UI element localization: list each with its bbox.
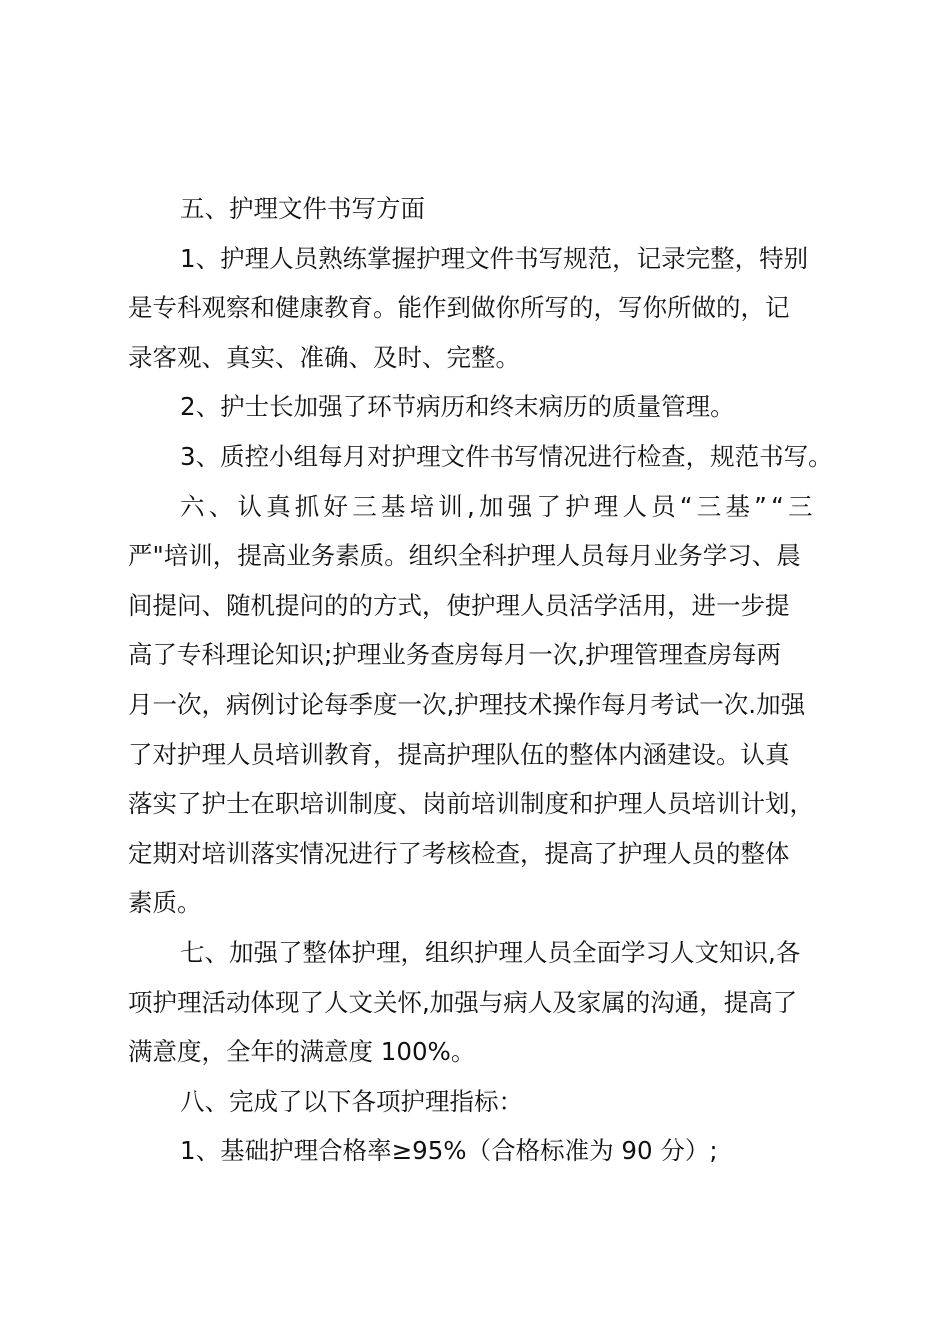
text-line: 七、加强了整体护理，组织护理人员全面学习人文知识,各 — [180, 937, 801, 967]
text-line: 2、护士长加强了环节病历和终末病历的质量管理。 — [180, 392, 735, 422]
paragraph-five-3 — [128, 432, 838, 482]
section-heading-eight — [128, 1077, 838, 1127]
text-line: 1、护理人员熟练掌握护理文件书写规范，记录完整，特别 — [180, 243, 809, 273]
text-line: 高了专科理论知识;护理业务查房每月一次,护理管理查房每两 — [128, 640, 782, 670]
text-line: 月一次，病例讨论每季度一次,护理技术操作每月考试一次.加强 — [128, 689, 806, 719]
text-line: 3、质控小组每月对护理文件书写情况进行检查，规范书写。 — [180, 441, 833, 471]
text-line: 落实了护士在职培训制度、岗前培训制度和护理人员培训计划， — [128, 789, 814, 819]
text-line: 定期对培训落实情况进行了考核检查，提高了护理人员的整体 — [128, 838, 790, 868]
text-line: 六、认真抓好三基培训,加强了护理人员“三基”“三 — [180, 491, 817, 521]
text-line: 是专科观察和健康教育。能作到做你所写的，写你所做的，记 — [128, 293, 790, 323]
document-body — [128, 184, 838, 1176]
text-line: 五、护理文件书写方面 — [180, 194, 425, 223]
text-line: 严"培训，提高业务素质。组织全科护理人员每月业务学习、晨 — [128, 541, 801, 571]
text-line: 项护理活动体现了人文关怀,加强与病人及家属的沟通，提高了 — [128, 987, 798, 1017]
text-line: 满意度，全年的满意度 100%。 — [128, 1037, 476, 1067]
section-heading-five — [128, 184, 838, 234]
paragraph-eight-1 — [128, 1126, 838, 1176]
paragraph-five-2 — [128, 382, 838, 432]
text-line: 1、基础护理合格率≥95%（合格标准为 90 分）; — [180, 1136, 718, 1166]
paragraph-six — [128, 482, 838, 928]
paragraph-seven — [128, 928, 838, 1077]
paragraph-five-1 — [128, 234, 838, 383]
text-line: 录客观、真实、准确、及时、完整。 — [128, 342, 520, 372]
text-line: 八、完成了以下各项护理指标： — [180, 1086, 523, 1116]
text-line: 了对护理人员培训教育，提高护理队伍的整体内涵建设。认真 — [128, 739, 790, 769]
text-line: 间提问、随机提问的的方式，使护理人员活学活用，进一步提 — [128, 590, 790, 620]
text-line: 素质。 — [128, 888, 202, 918]
